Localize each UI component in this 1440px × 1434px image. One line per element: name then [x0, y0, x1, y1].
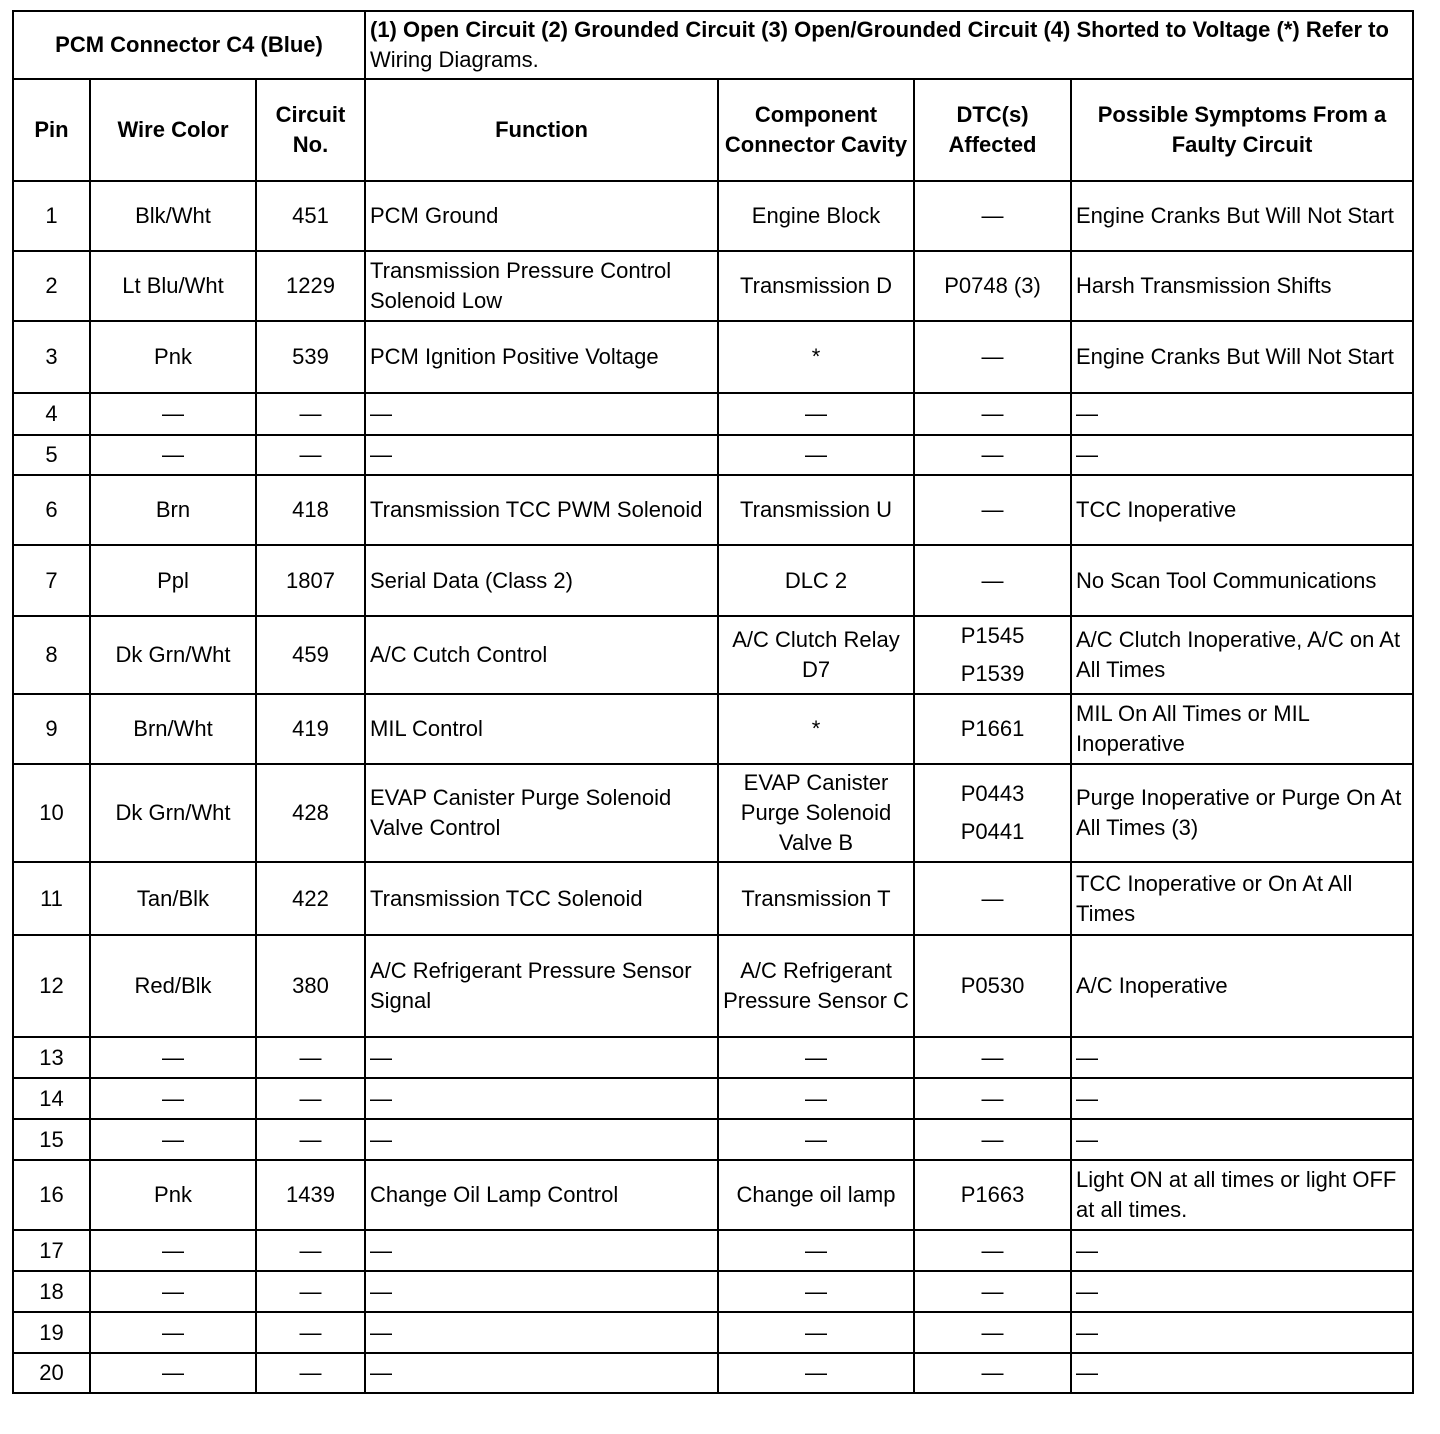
function-cell: —	[365, 435, 718, 475]
table-row	[13, 694, 1413, 764]
wire-color-cell: Pnk	[90, 321, 256, 393]
function-cell: PCM Ignition Positive Voltage	[365, 321, 718, 393]
circuit-no-cell: —	[256, 1230, 365, 1271]
function-cell: Change Oil Lamp Control	[365, 1160, 718, 1230]
symptom-cell: —	[1071, 1037, 1413, 1078]
cavity-cell: —	[718, 1119, 914, 1160]
dtc-code: —	[981, 567, 1004, 593]
table-row	[13, 1353, 1413, 1393]
dtc-cell	[914, 1078, 1071, 1119]
dtc-cell	[914, 694, 1071, 764]
table-row	[13, 862, 1413, 935]
wire-color-cell: Tan/Blk	[90, 862, 256, 935]
dtc-cell	[914, 1119, 1071, 1160]
cavity-cell: —	[718, 1037, 914, 1078]
dtc-cell	[914, 1271, 1071, 1312]
function-cell: Serial Data (Class 2)	[365, 545, 718, 616]
circuit-no-cell: 1229	[256, 251, 365, 321]
dtc-cell	[914, 321, 1071, 393]
pin-cell: 20	[13, 1353, 90, 1393]
table-row	[13, 764, 1413, 862]
pin-cell: 4	[13, 393, 90, 435]
col-function: Function	[365, 79, 718, 181]
function-cell: PCM Ground	[365, 181, 718, 251]
dtc-code: P1661	[960, 716, 1025, 741]
dtc-cell	[914, 435, 1071, 475]
dtc-code: —	[981, 442, 1004, 467]
dtc-cell	[914, 393, 1071, 435]
function-cell: Transmission TCC Solenoid	[365, 862, 718, 935]
wire-color-cell: Pnk	[90, 1160, 256, 1230]
table-row	[13, 1312, 1413, 1353]
cavity-cell: A/C Clutch Relay D7	[718, 616, 914, 694]
function-cell: —	[365, 1119, 718, 1160]
dtc-code: —	[981, 497, 1004, 522]
wire-color-cell: —	[90, 393, 256, 435]
wire-color-cell: Brn	[90, 475, 256, 545]
dtc-code: —	[981, 401, 1004, 426]
pin-cell: 3	[13, 321, 90, 393]
cavity-cell: —	[718, 1312, 914, 1353]
table-row	[13, 251, 1413, 321]
dtc-cell	[914, 1353, 1071, 1393]
symptom-cell: A/C Inoperative	[1071, 935, 1413, 1037]
pin-cell: 15	[13, 1119, 90, 1160]
cavity-cell: A/C Refrigerant Pressure Sensor C	[718, 935, 914, 1037]
table-row	[13, 1119, 1413, 1160]
function-cell: —	[365, 1353, 718, 1393]
cavity-cell: —	[718, 435, 914, 475]
symptom-cell: —	[1071, 1353, 1413, 1393]
col-wire-color: Wire Color	[90, 79, 256, 181]
table-row	[13, 1271, 1413, 1312]
cavity-cell: Transmission U	[718, 475, 914, 545]
function-cell: —	[365, 393, 718, 435]
circuit-no-cell: 1439	[256, 1160, 365, 1230]
legend-bold: (1) Open Circuit (2) Grounded Circuit (3) Open/Grounded Circuit (4) Shorted to Voltage (*) Refer to	[370, 17, 1389, 42]
symptom-cell: TCC Inoperative	[1071, 475, 1413, 545]
symptom-cell: Light ON at all times or light OFF at all times.	[1071, 1160, 1413, 1230]
circuit-no-cell: —	[256, 393, 365, 435]
pin-cell: 1	[13, 181, 90, 251]
wire-color-cell: Red/Blk	[90, 935, 256, 1037]
pin-cell: 8	[13, 616, 90, 694]
pin-cell: 14	[13, 1078, 90, 1119]
cavity-cell: —	[718, 1078, 914, 1119]
dtc-code: P0441	[960, 819, 1025, 844]
circuit-no-cell: —	[256, 1037, 365, 1078]
circuit-no-cell: 380	[256, 935, 365, 1037]
circuit-no-cell: 428	[256, 764, 365, 862]
circuit-no-cell: —	[256, 1312, 365, 1353]
function-cell: Transmission Pressure Control Solenoid Low	[365, 251, 718, 321]
col-symptoms: Possible Symptoms From a Faulty Circuit	[1071, 79, 1413, 181]
function-cell: —	[365, 1078, 718, 1119]
col-pin: Pin	[13, 79, 90, 181]
dtc-cell	[914, 1160, 1071, 1230]
symptom-cell: TCC Inoperative or On At All Times	[1071, 862, 1413, 935]
symptom-cell: —	[1071, 1078, 1413, 1119]
cavity-cell: DLC 2	[718, 545, 914, 616]
table-row	[13, 1078, 1413, 1119]
circuit-no-cell: 1807	[256, 545, 365, 616]
wire-color-cell: —	[90, 1230, 256, 1271]
pin-cell: 12	[13, 935, 90, 1037]
cavity-cell: *	[718, 694, 914, 764]
dtc-code: —	[981, 1319, 1004, 1345]
pin-cell: 18	[13, 1271, 90, 1312]
dtc-code: P0443	[960, 781, 1025, 806]
pin-cell: 19	[13, 1312, 90, 1353]
dtc-code: P0530	[960, 973, 1025, 998]
wire-color-cell: Brn/Wht	[90, 694, 256, 764]
dtc-code: —	[981, 885, 1004, 911]
function-cell: Transmission TCC PWM Solenoid	[365, 475, 718, 545]
cavity-cell: Change oil lamp	[718, 1160, 914, 1230]
pin-cell: 13	[13, 1037, 90, 1078]
symptom-cell: —	[1071, 1230, 1413, 1271]
dtc-cell	[914, 764, 1071, 862]
table-row	[13, 321, 1413, 393]
dtc-cell	[914, 545, 1071, 616]
function-cell: —	[365, 1230, 718, 1271]
pcm-connector-table	[12, 10, 1414, 1394]
pin-cell: 9	[13, 694, 90, 764]
function-cell: —	[365, 1271, 718, 1312]
function-cell: —	[365, 1312, 718, 1353]
table-row	[13, 1230, 1413, 1271]
symptom-cell: Harsh Transmission Shifts	[1071, 251, 1413, 321]
symptom-cell: A/C Clutch Inoperative, A/C on At All Times	[1071, 616, 1413, 694]
function-cell: A/C Cutch Control	[365, 616, 718, 694]
cavity-cell: —	[718, 1353, 914, 1393]
dtc-cell	[914, 251, 1071, 321]
cavity-cell: Transmission T	[718, 862, 914, 935]
function-cell: MIL Control	[365, 694, 718, 764]
cavity-cell: —	[718, 1271, 914, 1312]
table-row	[13, 475, 1413, 545]
cavity-cell: Transmission D	[718, 251, 914, 321]
dtc-cell	[914, 475, 1071, 545]
circuit-no-cell: —	[256, 435, 365, 475]
dtc-code: —	[981, 1126, 1004, 1152]
dtc-code: —	[981, 1237, 1004, 1263]
table-row	[13, 545, 1413, 616]
dtc-code: —	[981, 1044, 1004, 1070]
pin-cell: 10	[13, 764, 90, 862]
symptom-cell: Engine Cranks But Will Not Start	[1071, 181, 1413, 251]
table-row	[13, 935, 1413, 1037]
pin-cell: 11	[13, 862, 90, 935]
symptom-cell: Engine Cranks But Will Not Start	[1071, 321, 1413, 393]
wire-color-cell: —	[90, 1037, 256, 1078]
table-row	[13, 393, 1413, 435]
wire-color-cell: Lt Blu/Wht	[90, 251, 256, 321]
circuit-legend	[365, 11, 1413, 79]
cavity-cell: —	[718, 1230, 914, 1271]
dtc-code: —	[981, 1085, 1004, 1111]
dtc-code: —	[981, 1360, 1004, 1385]
cavity-cell: Engine Block	[718, 181, 914, 251]
symptom-cell: MIL On All Times or MIL Inoperative	[1071, 694, 1413, 764]
symptom-cell: Purge Inoperative or Purge On At All Times (3)	[1071, 764, 1413, 862]
connector-title: PCM Connector C4 (Blue)	[13, 11, 365, 79]
col-circuit-no: Circuit No.	[256, 79, 365, 181]
table-row	[13, 1160, 1413, 1230]
circuit-no-cell: 451	[256, 181, 365, 251]
table-row	[13, 181, 1413, 251]
legend-normal: Wiring Diagrams.	[370, 47, 539, 72]
wire-color-cell: Blk/Wht	[90, 181, 256, 251]
circuit-no-cell: 418	[256, 475, 365, 545]
column-header-row	[13, 79, 1413, 181]
pin-cell: 17	[13, 1230, 90, 1271]
dtc-cell	[914, 935, 1071, 1037]
table-row	[13, 616, 1413, 694]
pin-cell: 5	[13, 435, 90, 475]
dtc-cell	[914, 1037, 1071, 1078]
title-row	[13, 11, 1413, 79]
col-dtcs: DTC(s) Affected	[914, 79, 1071, 181]
pin-cell: 2	[13, 251, 90, 321]
circuit-no-cell: 419	[256, 694, 365, 764]
cavity-cell: EVAP Canister Purge Solenoid Valve B	[718, 764, 914, 862]
pin-cell: 6	[13, 475, 90, 545]
wire-color-cell: —	[90, 1271, 256, 1312]
pin-cell: 16	[13, 1160, 90, 1230]
circuit-no-cell: 422	[256, 862, 365, 935]
table-row	[13, 1037, 1413, 1078]
cavity-cell: *	[718, 321, 914, 393]
table-row	[13, 435, 1413, 475]
symptom-cell: —	[1071, 1271, 1413, 1312]
cavity-cell: —	[718, 393, 914, 435]
wire-color-cell: —	[90, 1353, 256, 1393]
wire-color-cell: Dk Grn/Wht	[90, 616, 256, 694]
function-cell: —	[365, 1037, 718, 1078]
dtc-code: —	[981, 344, 1004, 369]
symptom-cell: —	[1071, 1119, 1413, 1160]
col-component-cavity: Component Connector Cavity	[718, 79, 914, 181]
circuit-no-cell: —	[256, 1119, 365, 1160]
dtc-code: P1545	[960, 623, 1025, 648]
wire-color-cell: —	[90, 435, 256, 475]
wire-color-cell: Ppl	[90, 545, 256, 616]
function-cell: EVAP Canister Purge Solenoid Valve Control	[365, 764, 718, 862]
function-cell: A/C Refrigerant Pressure Sensor Signal	[365, 935, 718, 1037]
symptom-cell: —	[1071, 1312, 1413, 1353]
circuit-no-cell: —	[256, 1353, 365, 1393]
wire-color-cell: Dk Grn/Wht	[90, 764, 256, 862]
wire-color-cell: —	[90, 1119, 256, 1160]
dtc-cell	[914, 1312, 1071, 1353]
wire-color-cell: —	[90, 1312, 256, 1353]
dtc-code: P0748 (3)	[944, 273, 1041, 298]
circuit-no-cell: —	[256, 1078, 365, 1119]
dtc-code: —	[981, 203, 1004, 228]
wire-color-cell: —	[90, 1078, 256, 1119]
symptom-cell: No Scan Tool Communications	[1071, 545, 1413, 616]
dtc-cell	[914, 1230, 1071, 1271]
circuit-no-cell: 459	[256, 616, 365, 694]
dtc-code: P1663	[960, 1182, 1025, 1207]
dtc-cell	[914, 616, 1071, 694]
circuit-no-cell: 539	[256, 321, 365, 393]
symptom-cell: —	[1071, 435, 1413, 475]
circuit-no-cell: —	[256, 1271, 365, 1312]
pinout-document	[12, 10, 1414, 1394]
dtc-cell	[914, 862, 1071, 935]
dtc-code: P1539	[960, 661, 1025, 686]
dtc-code: —	[981, 1278, 1004, 1304]
dtc-cell	[914, 181, 1071, 251]
symptom-cell: —	[1071, 393, 1413, 435]
pin-cell: 7	[13, 545, 90, 616]
